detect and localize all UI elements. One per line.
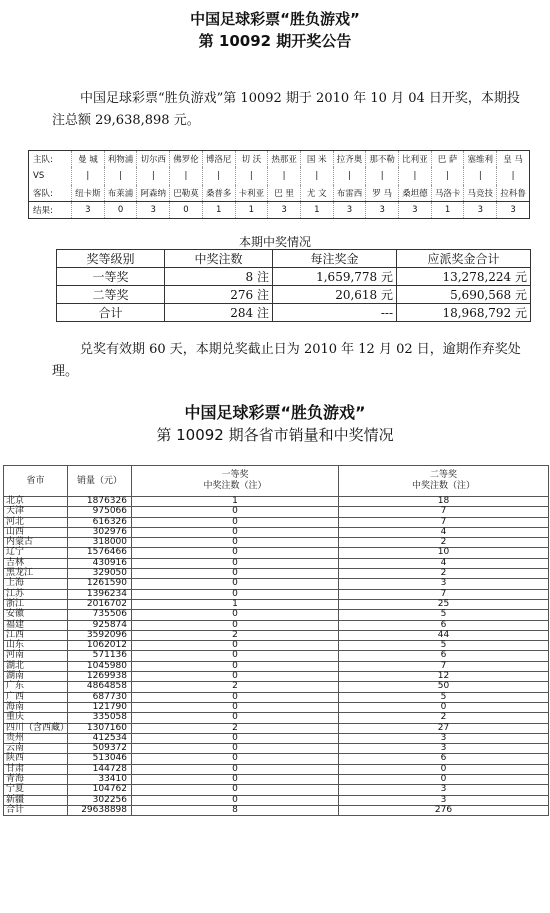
away-team: 阿森纳 [137,185,170,202]
table-cell: 重庆 [4,713,68,723]
table-cell: 内蒙古 [4,538,68,548]
home-team: 国 米 [300,151,333,168]
prize-cell: --- [273,304,397,322]
home-team: 曼 城 [72,151,105,168]
prize-cell: 284 注 [165,304,273,322]
match-result: 3 [366,202,399,219]
vs-marker: | [464,167,497,185]
away-team: 桑坦德 [399,185,432,202]
away-team: 纽卡斯 [72,185,105,202]
home-team: 皇 马 [497,151,530,168]
away-team: 布莱浦 [104,185,137,202]
table-row [4,610,549,620]
table-cell: 3 [339,744,549,754]
vs-marker: | [235,167,268,185]
vs-marker: | [300,167,333,185]
table-cell: 0 [339,775,549,785]
table-cell: 2 [339,713,549,723]
table-cell: 29638898 [68,805,132,815]
away-team: 巴勒莫 [170,185,203,202]
table-cell: 1062012 [68,641,132,651]
table-cell: 0 [132,579,339,589]
vs-marker: | [170,167,203,185]
home-team: 拉齐奥 [333,151,366,168]
table-cell: 0 [132,548,339,558]
match-result: 3 [137,202,170,219]
table-row [4,682,549,692]
region-header: 省市 [4,466,68,497]
match-result: 1 [202,202,235,219]
table-cell: 12 [339,672,549,682]
table-cell: 2 [339,569,549,579]
table-cell: 江苏 [4,589,68,599]
table-cell: 河南 [4,651,68,661]
table-row [4,558,549,568]
table-cell: 335058 [68,713,132,723]
table-cell: 0 [132,651,339,661]
table-cell: 7 [339,589,549,599]
table-cell: 吉林 [4,558,68,568]
home-team: 佛罗伦 [170,151,203,168]
table-cell: 0 [132,775,339,785]
vs-label: VS [33,171,45,181]
table-cell: 8 [132,805,339,815]
away-team: 巴 里 [268,185,301,202]
table-row [4,672,549,682]
vs-marker: | [202,167,235,185]
match-result: 0 [170,202,203,219]
table-cell: 925874 [68,620,132,630]
home-team: 切尔西 [137,151,170,168]
match-result: 3 [72,202,105,219]
table-cell: 5 [339,692,549,702]
table-row [4,775,549,785]
home-team: 博洛尼 [202,151,235,168]
table-cell: 陕西 [4,754,68,764]
prize-header-cell: 每注奖金 [273,250,397,268]
province-sales-table [3,465,549,816]
table-cell: 50 [339,682,549,692]
table-cell: 广西 [4,692,68,702]
prize-cell: 18,968,792 元 [397,304,531,322]
table-row [4,630,549,640]
vs-marker: | [268,167,301,185]
intro-paragraph: 中国足球彩票“胜负游戏”第 10092 期于 2010 年 10 月 04 日开奖，本期投注总额 29,638,898 元。 [52,91,520,128]
vs-marker: | [497,167,530,185]
table-cell: 新疆 [4,795,68,805]
table-cell: 121790 [68,702,132,712]
second-prize-header: 二等奖 中奖注数（注） [339,466,549,497]
prize-cell: 一等奖 [57,268,165,286]
table-cell: 4 [339,558,549,568]
table-cell: 44 [339,630,549,640]
prize-row [57,286,531,304]
home-team: 切 沃 [235,151,268,168]
table-cell: 3 [339,733,549,743]
table-cell: 4 [339,527,549,537]
table-cell: 7 [339,517,549,527]
table-cell: 0 [339,764,549,774]
table-cell: 天津 [4,507,68,517]
announcement-subtitle: 第 10092 期开奖公告 [198,32,352,50]
match-result: 3 [333,202,366,219]
table-cell: 0 [132,538,339,548]
prize-cell: 合计 [57,304,165,322]
table-cell: 33410 [68,775,132,785]
first-prize-header: 一等奖 中奖注数（注） [132,466,339,497]
table-cell: 广东 [4,682,68,692]
table-cell: 3 [339,579,549,589]
prize-row [57,304,531,322]
away-team: 马竞技 [464,185,497,202]
table-cell: 1261590 [68,579,132,589]
table-row [4,548,549,558]
table-cell: 7 [339,507,549,517]
table-cell: 3 [339,795,549,805]
table-cell: 430916 [68,558,132,568]
table-row [4,795,549,805]
table-cell: 0 [132,527,339,537]
match-result: 3 [399,202,432,219]
prize-cell: 13,278,224 元 [397,268,531,286]
table-cell: 宁夏 [4,785,68,795]
table-cell: 616326 [68,517,132,527]
table-cell: 0 [132,692,339,702]
prize-table [56,249,531,322]
table-cell: 329050 [68,569,132,579]
announcement-title: 中国足球彩票“胜负游戏” [190,10,360,28]
table-row [4,599,549,609]
prize-section-title: 本期中奖情况 [238,235,311,249]
home-team: 那不勒 [366,151,399,168]
away-team: 拉科鲁 [497,185,530,202]
table-cell: 1876326 [68,497,132,507]
table-cell: 0 [132,795,339,805]
table-cell: 0 [132,620,339,630]
table-row [4,569,549,579]
table-cell: 0 [132,569,339,579]
table-cell: 1576466 [68,548,132,558]
province-subtitle: 第 10092 期各省市销量和中奖情况 [156,426,394,444]
table-cell: 福建 [4,620,68,630]
table-cell: 0 [132,610,339,620]
table-cell: 3 [339,785,549,795]
table-cell: 1 [132,497,339,507]
table-cell: 合计 [4,805,68,815]
table-cell: 云南 [4,744,68,754]
table-cell: 318000 [68,538,132,548]
table-cell: 0 [132,744,339,754]
prize-row [57,268,531,286]
table-cell: 江西 [4,630,68,640]
match-result: 3 [497,202,530,219]
table-row [4,702,549,712]
table-row [4,754,549,764]
table-row [4,579,549,589]
table-cell: 四川（含西藏） [4,723,68,733]
table-cell: 2 [339,538,549,548]
table-cell: 1045980 [68,661,132,671]
table-cell: 6 [339,620,549,630]
table-row [4,785,549,795]
away-team: 桑普多 [202,185,235,202]
vs-marker: | [366,167,399,185]
table-cell: 海南 [4,702,68,712]
home-team: 比利亚 [399,151,432,168]
match-result: 0 [104,202,137,219]
vs-marker: | [431,167,464,185]
table-cell: 0 [132,713,339,723]
home-team: 利物浦 [104,151,137,168]
table-cell: 0 [132,661,339,671]
sales-header: 销量（元） [68,466,132,497]
table-cell: 276 [339,805,549,815]
table-cell: 0 [132,733,339,743]
table-cell: 山东 [4,641,68,651]
vs-marker: | [399,167,432,185]
vs-marker: | [104,167,137,185]
table-cell: 山西 [4,527,68,537]
table-cell: 浙江 [4,599,68,609]
table-cell: 18 [339,497,549,507]
prize-cell: 8 注 [165,268,273,286]
table-cell: 0 [132,558,339,568]
table-row [4,517,549,527]
table-cell: 湖南 [4,672,68,682]
table-cell: 0 [132,754,339,764]
table-cell: 302256 [68,795,132,805]
table-cell: 安徽 [4,610,68,620]
vs-marker: | [137,167,170,185]
table-cell: 湖北 [4,661,68,671]
match-result: 1 [300,202,333,219]
away-team: 罗 马 [366,185,399,202]
table-row [4,589,549,599]
table-cell: 0 [339,702,549,712]
table-cell: 687730 [68,692,132,702]
prize-header-cell: 奖等级别 [57,250,165,268]
table-cell: 1269938 [68,672,132,682]
home-team: 巴 萨 [431,151,464,168]
table-row [4,733,549,743]
away-team: 布雷西 [333,185,366,202]
table-cell: 412534 [68,733,132,743]
table-cell: 0 [132,785,339,795]
table-cell: 0 [132,672,339,682]
home-team: 塞维利 [464,151,497,168]
table-cell: 1 [132,599,339,609]
table-cell: 2 [132,723,339,733]
table-cell: 甘肃 [4,764,68,774]
table-cell: 2016702 [68,599,132,609]
match-result: 1 [431,202,464,219]
prize-cell: 1,659,778 元 [273,268,397,286]
away-team: 马洛卡 [431,185,464,202]
home-label: 主队: [33,155,53,165]
table-cell: 6 [339,754,549,764]
table-row [4,661,549,671]
table-row [4,805,549,815]
table-cell: 2 [132,682,339,692]
table-row [4,527,549,537]
match-result: 3 [268,202,301,219]
table-row [4,651,549,661]
table-cell: 1396234 [68,589,132,599]
table-row [4,641,549,651]
prize-header-cell: 中奖注数 [165,250,273,268]
notice-paragraph: 兑奖有效期 60 天，本期兑奖截止日为 2010 年 12 月 02 日，逾期作弃奖处理。 [52,342,521,379]
table-row [4,764,549,774]
table-cell: 0 [132,764,339,774]
table-cell: 0 [132,589,339,599]
table-cell: 贵州 [4,733,68,743]
prize-cell: 5,690,568 元 [397,286,531,304]
table-cell: 5 [339,610,549,620]
prize-cell: 276 注 [165,286,273,304]
table-row [4,620,549,630]
table-cell: 1307160 [68,723,132,733]
table-cell: 104762 [68,785,132,795]
table-cell: 青海 [4,775,68,785]
match-result: 1 [235,202,268,219]
prize-cell: 20,618 元 [273,286,397,304]
table-cell: 0 [132,517,339,527]
table-cell: 2 [132,630,339,640]
table-cell: 509372 [68,744,132,754]
match-result: 3 [464,202,497,219]
table-row [4,497,549,507]
table-row [4,723,549,733]
prize-header-cell: 应派奖金合计 [397,250,531,268]
table-cell: 河北 [4,517,68,527]
table-cell: 6 [339,651,549,661]
table-cell: 4864858 [68,682,132,692]
away-label: 客队: [33,189,53,199]
table-cell: 571136 [68,651,132,661]
table-cell: 25 [339,599,549,609]
table-cell: 5 [339,641,549,651]
table-cell: 144728 [68,764,132,774]
vs-marker: | [72,167,105,185]
table-cell: 513046 [68,754,132,764]
table-cell: 黑龙江 [4,569,68,579]
table-cell: 975066 [68,507,132,517]
table-row [4,713,549,723]
table-row [4,538,549,548]
home-team: 热那亚 [268,151,301,168]
table-cell: 0 [132,507,339,517]
table-cell: 7 [339,661,549,671]
table-row [4,692,549,702]
table-row [4,507,549,517]
table-cell: 735506 [68,610,132,620]
table-cell: 10 [339,548,549,558]
province-title: 中国足球彩票“胜负游戏” [184,403,366,422]
table-cell: 0 [132,702,339,712]
table-cell: 27 [339,723,549,733]
table-cell: 辽宁 [4,548,68,558]
result-label: 结果: [29,202,72,219]
table-cell: 302976 [68,527,132,537]
vs-marker: | [333,167,366,185]
away-team: 尤 文 [300,185,333,202]
away-team: 卡利亚 [235,185,268,202]
prize-cell: 二等奖 [57,286,165,304]
table-cell: 北京 [4,497,68,507]
match-results-table [28,150,530,219]
table-cell: 3592096 [68,630,132,640]
table-cell: 0 [132,641,339,651]
table-row [4,744,549,754]
table-cell: 上海 [4,579,68,589]
